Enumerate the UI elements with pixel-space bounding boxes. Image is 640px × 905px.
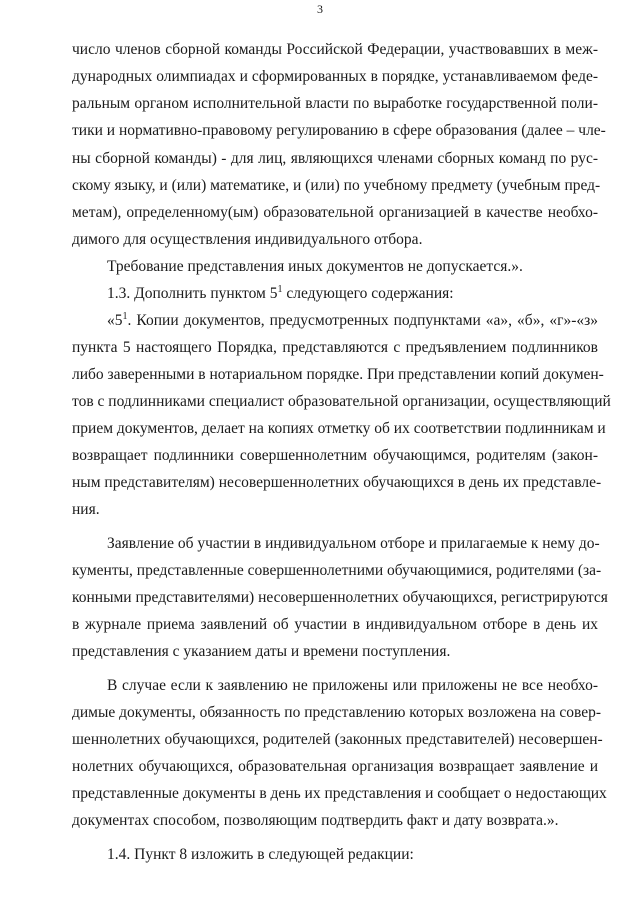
text-line: в журнале приема заявлений об участии в индивидуальном отборе в день их — [72, 616, 598, 633]
text-line: В случае если к заявлению не приложены или приложены не все необхо- — [107, 677, 598, 694]
text-line: число членов сборной команды Российской Федерации, участвовавших в меж- — [72, 41, 598, 58]
text-line: представления с указанием даты и времени поступления. — [72, 643, 451, 660]
text-run: . Копии документов, предусмотренных подпунктами «а», «б», «г»-«з» — [127, 312, 598, 329]
text-run: следующего содержания: — [282, 285, 454, 302]
text-line: ральным органом исполнительной власти по выработке государственной поли- — [72, 95, 598, 112]
clause-1-3 — [107, 284, 454, 304]
clause-1-4: 1.4. Пункт 8 изложить в следующей редакции: — [107, 846, 414, 863]
text-line: ния. — [72, 501, 100, 518]
text-line: пункта 5 настоящего Порядка, представляются с предъявлением подлинников — [72, 339, 598, 356]
text-line: нолетних обучающихся, образовательная организация возвращает заявление и — [72, 758, 598, 775]
superscript: 1 — [122, 310, 128, 322]
text-line: тов с подлинниками специалист образовательной организации, осуществляющий — [72, 393, 611, 410]
text-line: возвращает подлинники совершеннолетним обучающимся, родителям (закон- — [72, 447, 598, 464]
text-line: Заявление об участии в индивидуальном отборе и прилагаемые к нему до- — [107, 535, 600, 552]
text-line: димого для осуществления индивидуального отбора. — [72, 231, 423, 248]
text-run: «5 — [107, 312, 123, 329]
text-line: прием документов, делает на копиях отметку об их соответствии подлинникам и — [72, 420, 606, 437]
text-line: либо заверенными в нотариальном порядке. При представлении копий докумен- — [72, 366, 604, 383]
text-line: скому языку, и (или) математике, и (или) по учебному предмету (учебным пред- — [72, 177, 601, 194]
text-line: ным представителям) несовершеннолетних обучающихся в день их представле- — [72, 474, 602, 491]
text-line: дународных олимпиадах и сформированных в порядке, устанавливаемом феде- — [72, 68, 598, 85]
text-line: тики и нормативно-правовому регулированию в сфере образования (далее – чле- — [72, 122, 606, 139]
text-line: документах способом, позволяющим подтвердить факт и дату возврата.». — [72, 812, 559, 829]
text-line: представленные документы в день их представления и сообщает о недостающих — [72, 785, 607, 802]
superscript: 1 — [277, 283, 283, 295]
text-line: шеннолетних обучающихся, родителей (законных представителей) несовершен- — [72, 731, 603, 748]
page-number: 3 — [317, 2, 323, 16]
text-line — [107, 311, 598, 331]
text-line: метам), определенному(ым) образовательной организацией в качестве необхо- — [72, 204, 598, 221]
text-line: димые документы, обязанность по представлению которых возложена на совер- — [72, 704, 602, 721]
text-run: 1.3. Дополнить пунктом 5 — [107, 285, 278, 302]
text-line: кументы, представленные совершеннолетними обучающимися, родителями (за- — [72, 562, 602, 579]
text-line: ны сборной команды) - для лиц, являющихся членами сборных команд по рус- — [72, 150, 598, 167]
paragraph-no-other-documents: Требование представления иных документов не допускается.». — [107, 258, 523, 275]
text-line: конными представителями) несовершеннолетних обучающихся, регистрируются — [72, 589, 608, 606]
